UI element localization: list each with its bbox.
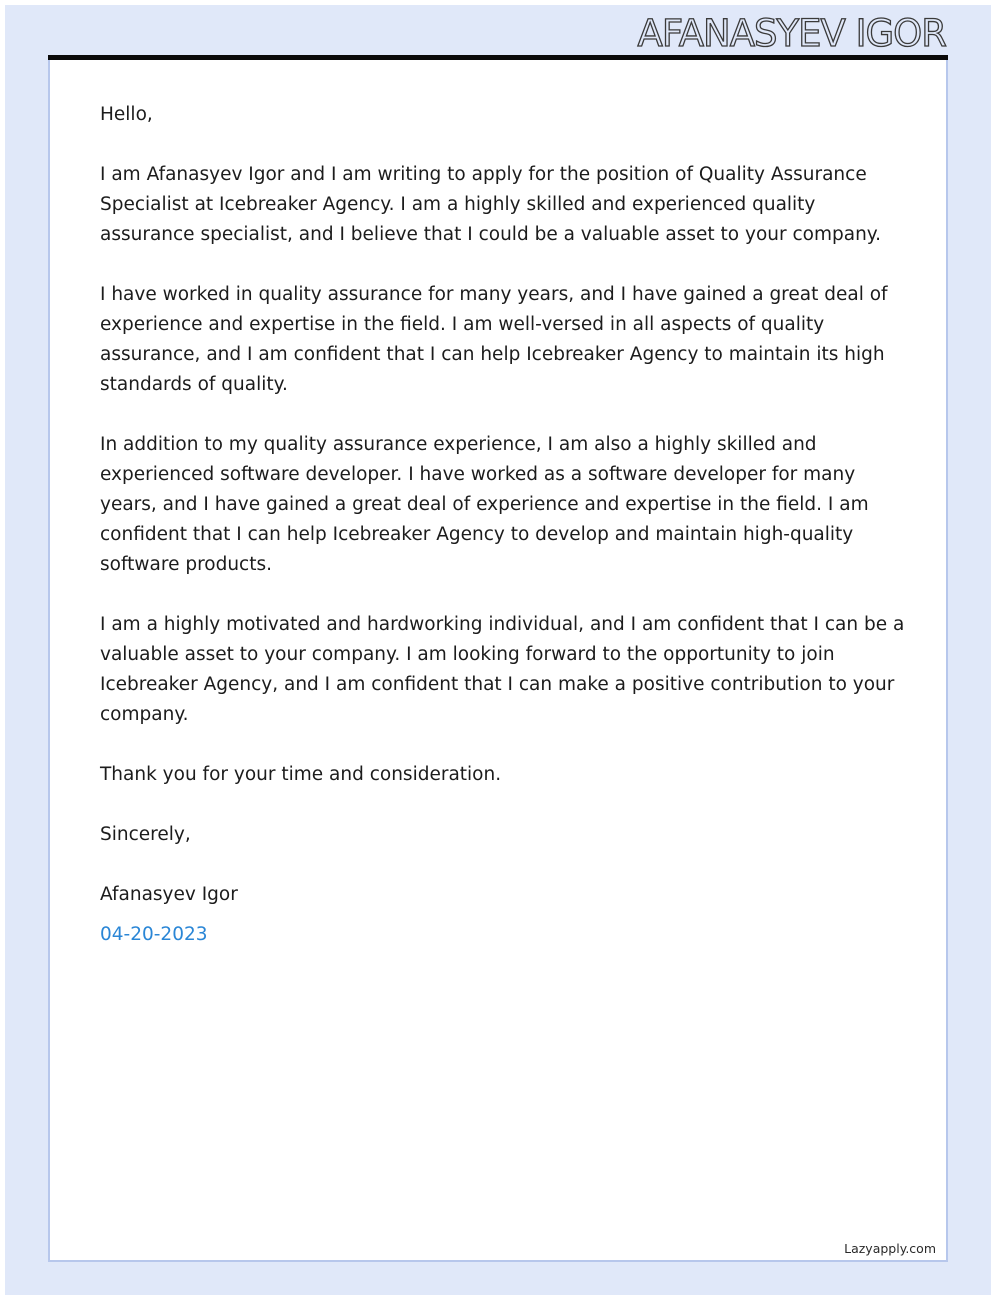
letter-paragraph-dev-experience: In addition to my quality assurance experience, I am also a highly skilled and experienced software developer. I have worked as a software developer for many years, and I have gained a great deal of experience and expertise in the field. I am confident that I can help Icebreaker Agency to develop and maintain high-quality software products. bbox=[100, 434, 869, 575]
letter-closing: Sincerely, bbox=[100, 824, 191, 845]
letter-greeting: Hello, bbox=[100, 104, 153, 125]
letter-body bbox=[100, 100, 905, 980]
letter-paragraph-motivation: I am a highly motivated and hardworking individual, and I am confident that I can be a valuable asset to your company. I am looking forward to the opportunity to join Icebreaker Agency, and I am confident that I can make a positive contribution to your company. bbox=[100, 614, 905, 725]
letter-paragraph-thanks: Thank you for your time and consideration. bbox=[100, 764, 502, 785]
page-frame bbox=[5, 5, 991, 1295]
applicant-name-header: AFANASYEV IGOR bbox=[637, 12, 946, 55]
letter-paragraph-qa-experience: I have worked in quality assurance for many years, and I have gained a great deal of experience and expertise in the field. I am well-versed in all aspects of quality assurance, and I am confident that I can help Icebreaker Agency to maintain its high standards of quality. bbox=[100, 284, 888, 395]
footer-brand-link[interactable]: Lazyapply.com bbox=[844, 1241, 936, 1256]
letter-date: 04-20-2023 bbox=[100, 924, 208, 945]
letter-signature: Afanasyev Igor bbox=[100, 884, 238, 905]
letter-sheet bbox=[48, 60, 948, 1262]
letter-paragraph-intro: I am Afanasyev Igor and I am writing to apply for the position of Quality Assurance Specialist at Icebreaker Agency. I am a highly skilled and experienced quality assurance specialist, and I believe that I could be a valuable asset to your company. bbox=[100, 164, 881, 245]
